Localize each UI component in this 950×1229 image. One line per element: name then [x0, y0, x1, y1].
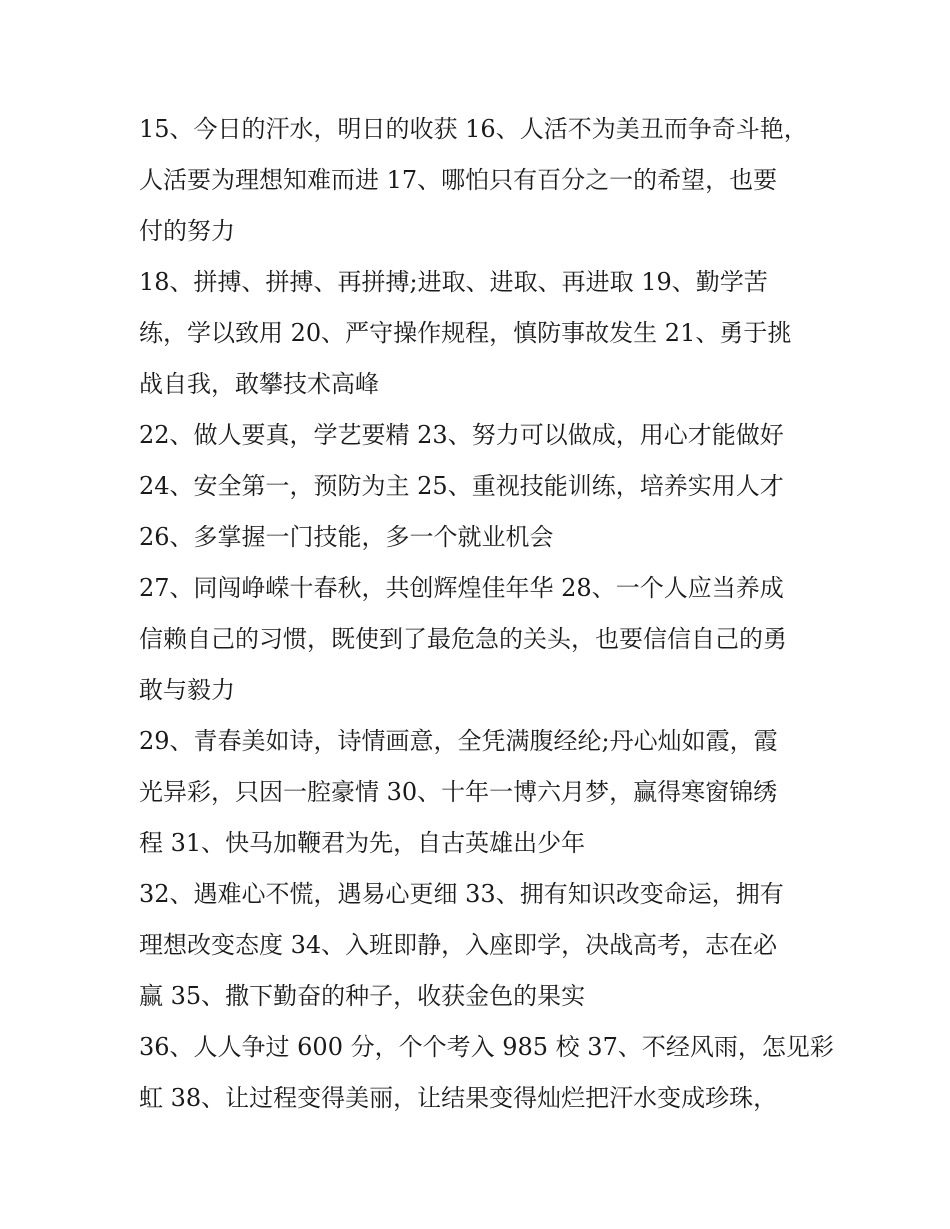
document-body [139, 104, 834, 1124]
text-line: 光异彩，只因一腔豪情 30、十年一博六月梦，赢得寒窗锦绣 [139, 778, 778, 806]
text-line: 程 31、快马加鞭君为先，自古英雄出少年 [139, 829, 586, 857]
text-line: 36、人人争过 600 分，个个考入 985 校 37、不经风雨，怎见彩 [139, 1033, 834, 1061]
text-line: 27、同闯峥嵘十春秋，共创辉煌佳年华 28、一个人应当养成 [139, 574, 784, 602]
text-line: 赢 35、撒下勤奋的种子，收获金色的果实 [139, 982, 586, 1010]
text-line: 付的努力 [139, 217, 235, 245]
text-line: 26、多掌握一门技能，多一个就业机会 [139, 523, 554, 551]
text-line: 15、今日的汗水，明日的收获 16、人活不为美丑而争奇斗艳， [139, 115, 808, 143]
text-line: 18、拼搏、拼搏、再拼搏;进取、进取、再进取 19、勤学苦 [139, 268, 768, 296]
text-line: 虹 38、让过程变得美丽，让结果变得灿烂把汗水变成珍珠， [139, 1084, 778, 1112]
text-line: 理想改变态度 34、入班即静，入座即学，决战高考，志在必 [139, 931, 778, 959]
text-line: 22、做人要真，学艺要精 23、努力可以做成，用心才能做好 [139, 421, 784, 449]
text-line: 人活要为理想知难而进 17、哪怕只有百分之一的希望，也要 [139, 166, 778, 194]
text-line: 战自我，敢攀技术高峰 [139, 370, 379, 398]
text-line: 敢与毅力 [139, 676, 235, 704]
text-line: 24、安全第一，预防为主 25、重视技能训练，培养实用人才 [139, 472, 784, 500]
text-line: 32、遇难心不慌，遇易心更细 33、拥有知识改变命运，拥有 [139, 880, 784, 908]
text-line: 29、青春美如诗，诗情画意，全凭满腹经纶;丹心灿如霞，霞 [139, 727, 778, 755]
text-line: 练，学以致用 20、严守操作规程，慎防事故发生 21、勇于挑 [139, 319, 792, 347]
text-line: 信赖自己的习惯，既使到了最危急的关头，也要信信自己的勇 [139, 625, 787, 653]
